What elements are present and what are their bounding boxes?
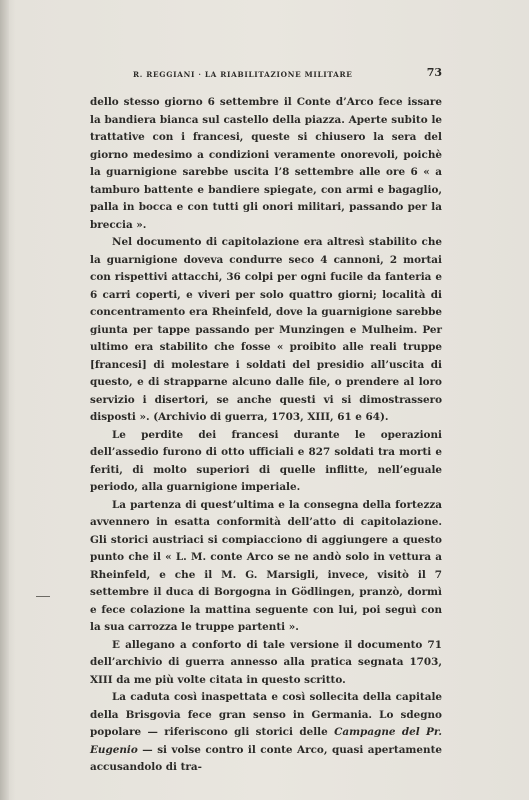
paragraph-4: La partenza di quest’ultima e la consegna della fortezza avvennero in esatta conformità dell’atto di capitolazione. Gli storici austriaci si compiacciono di aggiungere a questo punto che il « L. M. conte Arco se ne andò solo in vettura a Rheinfeld, e che il M. G. Marsigli, invece, visitò il 7 settembre il duca di Borgogna in Gödlingen, pranzò, dormì e fece colazione la mattina seguente con lui, poi seguì con la sua carrozza le truppe partenti ».: [90, 498, 442, 633]
margin-pencil-mark: [36, 596, 50, 597]
paragraph-6-text-b: — si volse contro il conte Arco, quasi apertamente accusandolo di tra-: [90, 743, 442, 773]
page-number: 73: [426, 66, 442, 79]
paragraph-6-italic-title: Campagne del Pr. Eugenio: [90, 726, 442, 756]
page-binding-edge: [0, 0, 9, 800]
paragraph-3: Le perdite dei francesi durante le operazioni dell’assedio furono di otto ufficiali e 827 soldati tra morti e feriti, di molto superiori di quelle inflitte, nell’eguale periodo, alla guarnigione imperiale.: [90, 428, 442, 493]
paragraph-2: Nel documento di capitolazione era altresì stabilito che la guarnigione doveva condurre seco 4 cannoni, 2 mortai con rispettivi attacchi, 36 colpi per ogni fucile da fanteria e 6 carri coperti, e viveri per solo quattro giorni; località di concentramento era Rheinfeld, dove la guarnigione sarebbe giunta per tappe passando per Munzingen e Mulheim. Per ultimo era stabilito che fosse « proibito alle reali truppe [francesi] di molestare i soldati del presidio all’uscita di questo, e di strapparne alcuno dalle file, o prendere al loro servizio i disertori, se anche questi vi si dimostrassero disposti ». (Archivio di guerra, 1703, XIII, 61 e 64).: [90, 236, 442, 423]
running-header: [90, 60, 442, 82]
paragraph-5: E allegano a conforto di tale versione il documento 71 dell’archivio di guerra annesso alla pratica segnata 1703, XIII da me più volte citata in questo scritto.: [90, 638, 442, 686]
body-text: [90, 94, 442, 777]
paragraph-6-text-a: La caduta così inaspettata e così sollecita della capitale della Brisgovia fece gran senso in Germania. Lo sdegno popolare — riferiscono gli storici delle: [90, 691, 442, 738]
running-title: R. REGGIANI · LA RIABILITAZIONE MILITARE: [133, 70, 353, 79]
paragraph-1: dello stesso giorno 6 settembre il Conte d’Arco fece issare la bandiera bianca sul castello della piazza. Aperte subito le trattative con i francesi, queste si chiusero la sera del giorno medesimo a condizioni veramente onorevoli, poichè la guarnigione sarebbe uscita l’8 settembre alle ore 6 « a tamburo battente e bandiere spiegate, con armi e bagaglio, palla in bocca e con tutti gli onori militari, passando per la breccia ».: [90, 96, 442, 231]
paragraph-6: [90, 689, 442, 777]
